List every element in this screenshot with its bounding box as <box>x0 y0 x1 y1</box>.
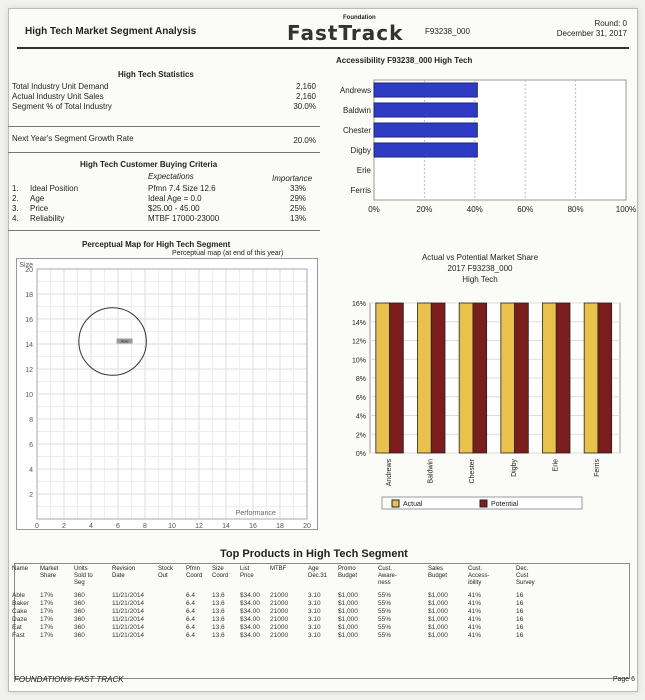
table-cell: 13.6 <box>212 624 225 631</box>
column-header <box>378 566 422 587</box>
legend-potential-label: Potential <box>491 501 519 508</box>
criteria-expectations-header: Expectations <box>148 172 194 181</box>
market-share-title <box>400 252 560 285</box>
category-label: Erie <box>356 166 371 175</box>
potential-bar <box>556 303 570 453</box>
table-cell: 55% <box>378 632 392 639</box>
y-tick-label: 18 <box>25 292 33 299</box>
table-cell: 3.10 <box>308 600 321 607</box>
column-header-line: Cust <box>516 573 529 579</box>
column-header-line: Seg <box>74 580 85 586</box>
legend-actual-swatch <box>392 500 399 507</box>
column-header-line: Out <box>158 573 168 579</box>
table-cell: 13.6 <box>212 616 225 623</box>
table-cell: 360 <box>74 632 85 639</box>
accessibility-bar <box>374 83 477 97</box>
column-header-line: ness <box>378 580 391 586</box>
criteria-number: 2. <box>12 194 19 203</box>
y-tick-label: 4% <box>355 413 366 421</box>
table-cell: 3.10 <box>308 624 321 631</box>
y-tick-label: 16% <box>351 301 366 308</box>
table-cell: 11/21/2014 <box>112 624 145 631</box>
category-label: Ferris <box>594 459 602 477</box>
y-tick-label: 10 <box>25 392 33 399</box>
table-cell: 16 <box>516 592 524 599</box>
column-header <box>516 566 560 587</box>
table-cell: 6.4 <box>186 624 196 631</box>
y-tick-label: 12% <box>351 338 366 346</box>
footer-brand: FOUNDATION® FAST TRACK <box>14 675 124 684</box>
table-cell: 16 <box>516 608 524 615</box>
x-tick-label: 14 <box>222 523 230 530</box>
y-tick-label: 6 <box>29 442 33 449</box>
column-header-line: List <box>240 566 250 572</box>
column-header <box>338 566 382 580</box>
table-cell: 41% <box>468 632 482 639</box>
company-id: F93238_000 <box>425 27 470 36</box>
table-cell: 16 <box>516 600 524 607</box>
report-title: High Tech Market Segment Analysis <box>25 26 197 37</box>
table-cell: 360 <box>74 616 85 623</box>
perceptual-map-title: Perceptual Map for High Tech Segment <box>82 240 231 249</box>
criteria-importance: 33% <box>290 184 307 193</box>
column-header-line: Dec.31 <box>308 573 328 579</box>
criteria-importance-header: Importance <box>272 174 313 183</box>
potential-bar <box>431 303 445 453</box>
category-label: Chester <box>469 459 477 484</box>
potential-bar <box>598 303 612 453</box>
category-label: Baldwin <box>342 106 371 115</box>
x-tick-label: 2 <box>62 523 66 530</box>
column-header <box>428 566 472 580</box>
actual-bar <box>501 303 515 453</box>
column-header-line: Budget <box>428 573 448 579</box>
table-cell: 13.6 <box>212 600 225 607</box>
round-info <box>557 19 627 39</box>
criteria-number: 1. <box>12 184 19 193</box>
actual-bar <box>459 303 473 453</box>
y-tick-label: 14% <box>351 319 366 327</box>
column-header-line: Survey <box>516 580 535 586</box>
page-number: Page 6 <box>612 676 635 683</box>
table-cell: 55% <box>378 600 392 607</box>
column-header-line: Cust. <box>468 566 483 572</box>
table-cell: $1,000 <box>338 632 358 639</box>
category-label: Digby <box>510 459 518 477</box>
table-cell: $1,000 <box>428 600 448 607</box>
divider <box>8 126 320 127</box>
criteria-number: 4. <box>12 214 19 223</box>
criteria-importance: 13% <box>290 214 307 223</box>
table-cell: $1,000 <box>338 616 358 623</box>
report-date: December 31, 2017 <box>556 29 627 38</box>
x-tick-label: 12 <box>195 523 203 530</box>
table-cell: 17% <box>40 608 54 615</box>
table-cell: $1,000 <box>338 608 358 615</box>
criteria-name: Age <box>30 194 45 203</box>
x-axis-label: Performance <box>235 510 276 517</box>
table-cell: 41% <box>468 592 482 599</box>
x-tick-label: 10 <box>168 523 176 530</box>
table-cell: Fast <box>12 632 25 639</box>
y-tick-label: 14 <box>25 342 33 349</box>
column-header-line: Pfmn <box>186 566 201 572</box>
actual-bar <box>543 303 557 453</box>
column-header <box>112 566 156 580</box>
table-cell: 6.4 <box>186 608 196 615</box>
potential-bar <box>515 303 529 453</box>
category-label: Andrews <box>385 459 393 487</box>
table-cell: 11/21/2014 <box>112 600 145 607</box>
stat-value: 2,160 <box>295 82 316 91</box>
y-tick-label: 6% <box>355 394 366 402</box>
y-tick-label: 8 <box>29 417 33 424</box>
criteria-name: Reliability <box>30 214 65 223</box>
market-share-title-line: 2017 F93238_000 <box>447 264 513 273</box>
criteria-importance: 29% <box>290 194 307 203</box>
criteria-expectation: Pfmn 7.4 Size 12.6 <box>148 184 216 193</box>
accessibility-bar <box>374 123 477 137</box>
table-cell: 13.6 <box>212 608 225 615</box>
category-label: Ferris <box>350 186 371 195</box>
table-cell: 3.10 <box>308 616 321 623</box>
table-cell: 6.4 <box>186 632 196 639</box>
table-cell: 6.4 <box>186 592 196 599</box>
column-header-line: Stock <box>158 566 174 572</box>
column-header-line: Sales <box>428 566 444 572</box>
table-cell: $1,000 <box>338 592 358 599</box>
table-cell: 21000 <box>270 616 289 623</box>
column-header-line: Date <box>112 573 125 579</box>
table-cell: 11/21/2014 <box>112 632 145 639</box>
x-tick-label: 8 <box>143 523 147 530</box>
table-cell: $34.00 <box>240 592 260 599</box>
column-header-line: Name <box>12 566 29 572</box>
table-cell: 55% <box>378 616 392 623</box>
table-cell: $1,000 <box>428 632 448 639</box>
table-cell: 21000 <box>270 608 289 615</box>
x-tick-label: 0% <box>368 205 380 214</box>
stat-label: Segment % of Total Industry <box>12 102 112 111</box>
column-header-line: Price <box>240 573 254 579</box>
column-header <box>468 566 512 587</box>
y-tick-label: 2% <box>355 432 366 440</box>
round-label: Round: 0 <box>594 19 627 28</box>
table-cell: 41% <box>468 600 482 607</box>
legend-potential-swatch <box>480 500 487 507</box>
logo-fasttrack-text: FastTrack <box>287 21 404 45</box>
table-cell: $34.00 <box>240 632 260 639</box>
x-tick-label: 0 <box>35 523 39 530</box>
table-cell: 17% <box>40 600 54 607</box>
table-cell: 3.10 <box>308 592 321 599</box>
table-cell: $34.00 <box>240 616 260 623</box>
criteria-title: High Tech Customer Buying Criteria <box>80 160 218 169</box>
stats-title: High Tech Statistics <box>118 70 194 79</box>
criteria-expectation: MTBF 17000-23000 <box>148 214 220 223</box>
table-cell: 13.6 <box>212 632 225 639</box>
table-cell: Daze <box>12 616 28 623</box>
category-label: Digby <box>350 146 371 155</box>
table-cell: Cake <box>12 608 28 615</box>
y-tick-label: 20 <box>25 267 33 274</box>
perceptual-map-chart <box>16 258 318 530</box>
column-header-line: Age <box>308 566 319 572</box>
table-cell: 41% <box>468 624 482 631</box>
divider <box>8 230 320 231</box>
table-cell: Eat <box>12 624 22 631</box>
x-tick-label: 60% <box>517 205 534 214</box>
actual-bar <box>584 303 598 453</box>
y-tick-label: 0% <box>355 451 366 458</box>
segment-circle <box>79 308 147 376</box>
column-header-line: Size <box>212 566 224 572</box>
column-header-line: MTBF <box>270 566 287 572</box>
stat-value: 30.0% <box>293 102 316 111</box>
table-cell: 11/21/2014 <box>112 608 145 615</box>
category-label: Baldwin <box>427 459 435 484</box>
table-cell: 3.10 <box>308 632 321 639</box>
table-cell: $34.00 <box>240 608 260 615</box>
plot-border <box>374 80 626 200</box>
table-cell: Able <box>12 592 26 599</box>
column-header-line: Sold to <box>74 573 93 579</box>
table-cell: 17% <box>40 632 54 639</box>
table-cell: 55% <box>378 592 392 599</box>
table-cell: 11/21/2014 <box>112 592 145 599</box>
table-cell: $1,000 <box>428 624 448 631</box>
x-tick-label: 20 <box>303 523 311 530</box>
table-cell: 41% <box>468 608 482 615</box>
accessibility-bar <box>374 103 477 117</box>
table-cell: $1,000 <box>338 624 358 631</box>
table-cell: 360 <box>74 600 85 607</box>
perceptual-map-subtitle: Perceptual map (at end of this year) <box>172 250 284 257</box>
table-cell: 41% <box>468 616 482 623</box>
actual-bar <box>376 303 390 453</box>
column-header-line: Dec. <box>516 566 529 572</box>
criteria-name: Price <box>30 204 49 213</box>
y-tick-label: 12 <box>25 367 33 374</box>
y-tick-label: 4 <box>29 467 33 474</box>
stat-label: Total Industry Unit Demand <box>12 82 109 91</box>
column-header-line: Market <box>40 566 59 572</box>
column-header-line: Aware- <box>378 573 397 579</box>
x-tick-label: 16 <box>249 523 257 530</box>
table-cell: 21000 <box>270 624 289 631</box>
growth-value: 20.0% <box>293 136 316 145</box>
column-header-line: Cust. <box>378 566 393 572</box>
category-label: Chester <box>342 126 371 135</box>
market-share-title-line: High Tech <box>462 275 498 284</box>
accessibility-chart <box>330 70 637 230</box>
criteria-number: 3. <box>12 204 19 213</box>
column-header-line: Revision <box>112 566 136 572</box>
x-tick-label: 4 <box>89 523 93 530</box>
criteria-importance: 25% <box>290 204 307 213</box>
column-header-line: Share <box>40 573 57 579</box>
potential-bar <box>473 303 487 453</box>
potential-bar <box>390 303 404 453</box>
category-label: Erie <box>552 459 560 472</box>
table-cell: 6.4 <box>186 600 196 607</box>
legend-actual-label: Actual <box>403 501 423 508</box>
table-cell: Baker <box>12 600 29 607</box>
top-products-title: Top Products in High Tech Segment <box>220 548 408 560</box>
logo-foundation-text: Foundation <box>343 15 376 21</box>
report-header <box>17 17 629 49</box>
table-cell: 11/21/2014 <box>112 616 145 623</box>
actual-bar <box>418 303 432 453</box>
criteria-name: Ideal Position <box>30 184 79 193</box>
stat-label: Actual Industry Unit Sales <box>12 92 104 101</box>
y-tick-label: 10% <box>351 357 366 365</box>
table-cell: 55% <box>378 624 392 631</box>
table-cell: $34.00 <box>240 624 260 631</box>
table-cell: 17% <box>40 616 54 623</box>
table-cell: $34.00 <box>240 600 260 607</box>
column-header-line: Coord <box>186 573 203 579</box>
table-cell: 16 <box>516 616 524 623</box>
y-tick-label: 16 <box>25 317 33 324</box>
table-cell: 360 <box>74 608 85 615</box>
criteria-expectation: Ideal Age = 0.0 <box>148 194 202 203</box>
column-header-line: Coord <box>212 573 229 579</box>
table-cell: 21000 <box>270 632 289 639</box>
table-cell: 360 <box>74 592 85 599</box>
table-cell: 3.10 <box>308 608 321 615</box>
table-cell: 55% <box>378 608 392 615</box>
table-cell: 16 <box>516 632 524 639</box>
column-header-line: Budget <box>338 573 358 579</box>
table-cell: 16 <box>516 624 524 631</box>
divider <box>8 152 320 153</box>
accessibility-bar <box>374 143 477 157</box>
table-cell: 17% <box>40 592 54 599</box>
table-cell: $1,000 <box>428 608 448 615</box>
market-share-chart <box>330 295 634 535</box>
category-label: Andrews <box>339 86 371 95</box>
accessibility-title: Accessibility F93238_000 High Tech <box>336 56 473 65</box>
table-cell: $1,000 <box>428 592 448 599</box>
x-tick-label: 18 <box>276 523 284 530</box>
table-cell: $1,000 <box>428 616 448 623</box>
column-header-line: Promo <box>338 566 356 572</box>
x-tick-label: 6 <box>116 523 120 530</box>
growth-label: Next Year's Segment Growth Rate <box>12 134 134 143</box>
x-tick-label: 100% <box>615 205 637 214</box>
y-tick-label: 2 <box>29 492 33 499</box>
table-cell: 21000 <box>270 600 289 607</box>
y-tick-label: 8% <box>355 376 366 383</box>
table-cell: 13.6 <box>212 592 225 599</box>
x-tick-label: 80% <box>567 205 584 214</box>
market-share-title-line: Actual vs Potential Market Share <box>421 253 539 262</box>
x-tick-label: 20% <box>416 205 433 214</box>
x-tick-label: 40% <box>466 205 483 214</box>
table-cell: 6.4 <box>186 616 196 623</box>
criteria-expectation: $25.00 - 45.00 <box>148 204 200 213</box>
table-cell: 21000 <box>270 592 289 599</box>
product-label: Able <box>120 338 129 344</box>
column-header-line: Units <box>74 566 88 572</box>
table-cell: 360 <box>74 624 85 631</box>
stat-value: 2,160 <box>295 92 316 101</box>
y-axis-label: Size <box>19 262 33 269</box>
table-cell: 17% <box>40 624 54 631</box>
column-header-line: Access- <box>468 573 490 579</box>
table-cell: $1,000 <box>338 600 358 607</box>
column-header-line: ibility <box>468 580 482 586</box>
